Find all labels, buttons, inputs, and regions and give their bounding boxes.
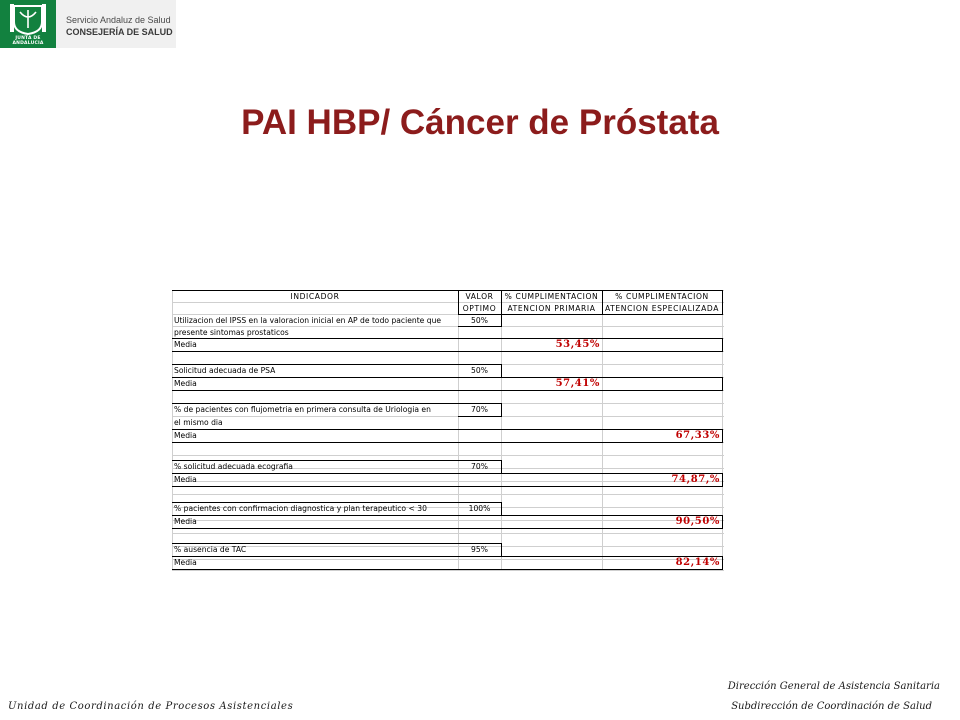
optimo-value: 50% — [471, 366, 488, 375]
indicator-label: presente sintomas prostaticos — [174, 328, 289, 337]
indicator-label: % pacientes con confirmacion diagnostica y plan terapeutico < 30 — [174, 504, 427, 513]
media-label: Media — [174, 558, 197, 567]
indicator-label: % de pacientes con flujometria en primera consulta de Uriologia en — [174, 405, 431, 414]
footer-unit: Unidad de Coordinación de Procesos Asistenciales — [8, 701, 294, 712]
header-cump-ap: % CUMPLIMENTACION — [504, 292, 599, 301]
sas-logo — [0, 0, 176, 48]
indicator-label: % ausencia de TAC — [174, 545, 247, 554]
media-ae-value: 82,14% — [675, 557, 720, 568]
indicator-label: % solicitud adecuada ecografia — [174, 462, 293, 471]
optimo-value: 70% — [471, 462, 488, 471]
header-cump-ae: % CUMPLIMENTACION — [615, 292, 709, 301]
header-indicador: INDICADOR — [290, 292, 340, 301]
optimo-value: 50% — [471, 316, 488, 325]
optimo-value: 100% — [468, 504, 491, 513]
media-label: Media — [174, 379, 197, 388]
header-atencion-primaria: ATENCION PRIMARIA — [507, 304, 596, 313]
media-label: Media — [174, 340, 197, 349]
media-ap-value: 57,41% — [555, 378, 600, 389]
indicator-label: Utilizacion del IPSS en la valoracion inicial en AP de todo paciente que — [174, 316, 442, 325]
logo-service-name: Servicio Andaluz de Salud — [66, 15, 171, 25]
media-ae-value: 67,33% — [675, 430, 720, 441]
junta-andalucia-emblem — [0, 0, 56, 48]
logo-junta-text: JUNTA DE ANDALUCIA — [12, 36, 44, 46]
optimo-value: 70% — [471, 405, 488, 414]
logo-ministry-name: CONSEJERÍA DE SALUD — [66, 27, 173, 37]
indicator-label: Solicitud adecuada de PSA — [174, 366, 276, 375]
header-atencion-especializada: ATENCION ESPECIALIZADA — [604, 304, 720, 313]
header-valor: VALOR — [465, 292, 494, 301]
media-label: Media — [174, 431, 197, 440]
footer-direction: Dirección General de Asistencia Sanitaria — [727, 681, 940, 692]
indicator-table — [172, 290, 724, 571]
media-label: Media — [174, 517, 197, 526]
optimo-value: 95% — [471, 545, 488, 554]
indicator-label: el mismo dia — [174, 418, 223, 427]
media-ae-value: 74,87,% — [671, 474, 720, 485]
media-label: Media — [174, 475, 197, 484]
media-ae-value: 90,50% — [675, 516, 720, 527]
page-title: PAI HBP/ Cáncer de Próstata — [241, 103, 719, 142]
footer-subdirection: Subdirección de Coordinación de Salud — [731, 701, 932, 712]
media-ap-value: 53,45% — [555, 339, 600, 350]
header-optimo: OPTIMO — [462, 304, 497, 313]
